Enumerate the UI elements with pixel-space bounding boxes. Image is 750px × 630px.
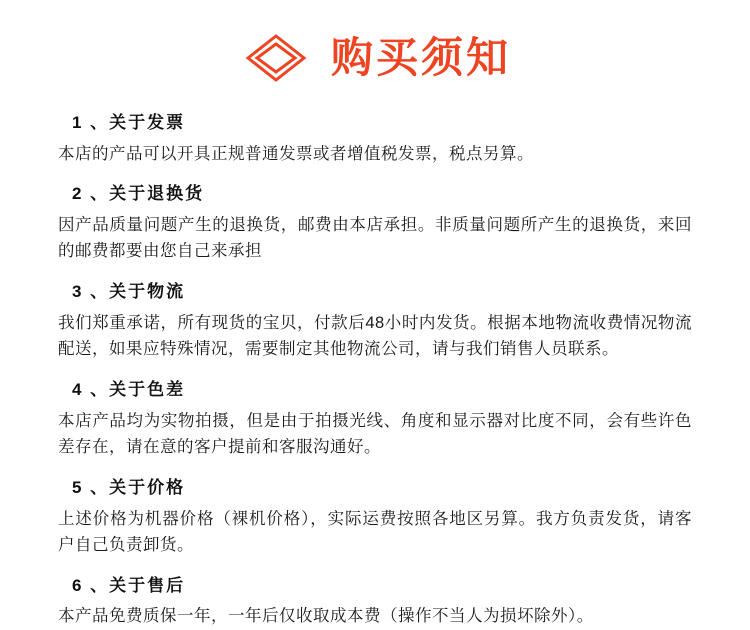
section-body: 本店产品均为实物拍摄，但是由于拍摄光线、角度和显示器对比度不同，会有些许色差存在，请在意的客户提前和客服沟通好。 (58, 411, 692, 457)
section-after-sales (58, 573, 692, 630)
section-invoice (58, 110, 692, 167)
section-logistics (58, 279, 692, 363)
section-heading: 5 、关于价格 (72, 478, 186, 498)
section-returns (58, 181, 692, 265)
section-heading: 3 、关于物流 (72, 282, 186, 302)
section-color-difference (58, 377, 692, 461)
section-body: 本店的产品可以开具正规普通发票或者增值税发票，税点另算。 (58, 144, 534, 163)
page-title: 购买须知 (330, 34, 511, 81)
section-body: 本产品免费质保一年，一年后仅收取成本费（操作不当人为损坏除外）。 (58, 607, 594, 626)
section-heading: 2 、关于退换货 (72, 184, 205, 204)
section-heading: 6 、关于售后 (72, 575, 186, 595)
section-price (58, 475, 692, 559)
section-heading: 4 、关于色差 (72, 380, 186, 400)
page-header (0, 0, 750, 102)
section-heading: 1 、关于发票 (72, 113, 186, 132)
diamond-outline-icon (239, 30, 313, 86)
section-body: 我们郑重承诺，所有现货的宝贝，付款后48小时内发货。根据本地物流收费情况物流配送，如果应特殊情况，需要制定其他物流公司，请与我们销售人员联系。 (58, 313, 692, 359)
notice-content (0, 102, 750, 630)
section-body: 因产品质量问题产生的退换货，邮费由本店承担。非质量问题所产生的退换货，来回的邮费都要由您自己来承担 (58, 215, 692, 261)
section-body: 上述价格为机器价格（裸机价格），实际运费按照各地区另算。我方负责发货，请客户自己负责卸货。 (58, 509, 692, 555)
